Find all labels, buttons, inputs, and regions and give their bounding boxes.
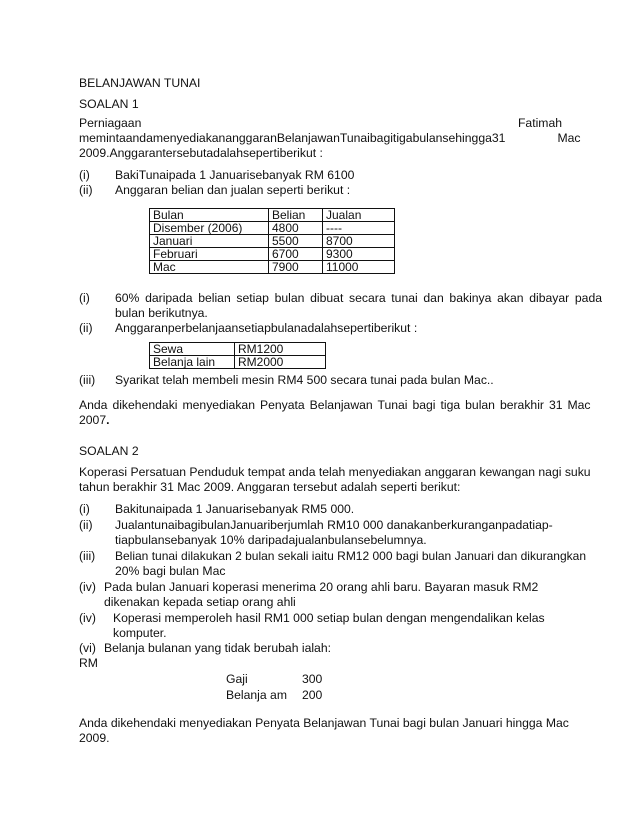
soalan1-item-num: (ii) <box>79 321 93 335</box>
table-cell: 7900 <box>269 261 323 274</box>
table-header-cell: Jualan <box>323 209 395 222</box>
task-year: 2007 <box>79 413 107 427</box>
soalan1-intro-line3: 2009.Anggarantersebutadalahsepertiberikut : <box>79 146 323 160</box>
soalan1-item-text: Anggaranperbelanjaansetiapbulanadalahsepertiberikut : <box>115 321 418 335</box>
soalan2-heading: SOALAN 2 <box>79 444 139 458</box>
rm-label: RM <box>79 656 98 670</box>
table-header-cell: Belian <box>269 209 323 222</box>
expense-label: Belanja am <box>226 688 287 702</box>
table-cell: Disember (2006) <box>150 222 269 235</box>
table-cell: RM2000 <box>235 356 326 369</box>
soalan2-item-text-cont: komputer. <box>113 626 167 640</box>
expense-value: 300 <box>302 672 323 686</box>
soalan2-item-text-cont: tiapbulansebanyak 10% daripadajualanbulansebelumnya. <box>115 533 427 547</box>
table-cell: RM1200 <box>235 343 326 356</box>
soalan1-intro-line1 <box>79 115 562 131</box>
soalan2-item-num: (i) <box>79 502 90 516</box>
document-title: BELANJAWAN TUNAI <box>79 76 201 90</box>
table-cell: ---- <box>323 222 395 235</box>
soalan1-item-num: (iii) <box>79 373 96 387</box>
table-row <box>150 222 395 235</box>
soalan2-item-num: (ii) <box>79 518 93 532</box>
table-row <box>150 235 395 248</box>
table-row <box>150 261 395 274</box>
table-cell: Belanja lain <box>150 356 235 369</box>
table-cell: 4800 <box>269 222 323 235</box>
intro-word-perniagaan: Perniagaan <box>79 116 142 130</box>
soalan1-item-text: Anggaran belian dan jualan seperti berikut : <box>115 183 351 197</box>
intro-word-fatimah: Fatimah <box>517 116 562 130</box>
soalan2-item-text-cont: dikenakan kepada setiap orang ahli <box>104 595 296 609</box>
soalan1-intro-line2 <box>79 130 581 146</box>
soalan1-item-num: (ii) <box>79 183 93 197</box>
table-cell: 6700 <box>269 248 323 261</box>
intro-line2-text: memintaandamenyediakananggaranBelanjawanTunaibagitigabulansehingga <box>79 131 492 145</box>
table-cell: Mac <box>150 261 269 274</box>
table-row <box>150 356 326 369</box>
table-row <box>150 343 326 356</box>
soalan2-item-text: Pada bulan Januari koperasi menerima 20 orang ahli baru. Bayaran masuk RM2 <box>104 580 539 594</box>
soalan1-item-text: Syarikat telah membeli mesin RM4 500 secara tunai pada bulan Mac.. <box>115 373 494 387</box>
soalan1-item-text: BakiTunaipada 1 Januarisebanyak RM 6100 <box>115 168 355 182</box>
soalan1-task-line2 <box>79 412 110 428</box>
table-row <box>150 248 395 261</box>
intro-line2-day: 31 <box>491 131 506 145</box>
table-header-row <box>150 209 395 222</box>
soalan2-intro-line2: tahun berakhir 31 Mac 2009. Anggaran tersebut adalah seperti berikut: <box>79 480 461 494</box>
soalan2-item-text: JualantunaibagibulanJanuariberjumlah RM10 000 danakanberkuranganpadatiap- <box>115 518 553 532</box>
perbelanjaan-table <box>149 342 326 369</box>
soalan2-item-text: Bakitunaipada 1 Januarisebanyak RM5 000. <box>115 502 355 516</box>
expense-label: Gaji <box>226 672 248 686</box>
table-cell: 9300 <box>323 248 395 261</box>
soalan2-intro-line1: Koperasi Persatuan Penduduk tempat anda telah menyediakan anggaran kewangan nagi suku <box>79 465 591 479</box>
soalan1-heading: SOALAN 1 <box>79 97 139 111</box>
table-cell: Februari <box>150 248 269 261</box>
soalan2-item-num: (iii) <box>79 549 96 563</box>
soalan2-item-num: (iv) <box>79 611 96 625</box>
table-cell: Sewa <box>150 343 235 356</box>
soalan2-item-num: (iv) <box>79 580 96 594</box>
soalan1-item-num: (i) <box>79 168 90 182</box>
table-cell: Januari <box>150 235 269 248</box>
soalan2-item-text-cont: 20% bagi bulan Mac <box>115 564 226 578</box>
intro-line2-month: Mac <box>557 131 581 145</box>
table-header-cell: Bulan <box>150 209 269 222</box>
task-period: . <box>106 413 110 427</box>
soalan2-item-num: (vi) <box>79 641 96 655</box>
table-cell: 8700 <box>323 235 395 248</box>
belian-jualan-table <box>149 208 395 274</box>
soalan1-item-text <box>115 290 602 306</box>
soalan2-item-text: Belian tunai dilakukan 2 bulan sekali iaitu RM12 000 bagi bulan Januari dan dikurangkan <box>115 549 586 563</box>
soalan2-task-line1: Anda dikehendaki menyediakan Penyata Belanjawan Tunai bagi bulan Januari hingga Mac <box>79 716 569 730</box>
soalan1-task-line1: Anda dikehendaki menyediakan Penyata Belanjawan Tunai bagi tiga bulan berakhir 31 Mac <box>79 398 591 412</box>
expense-value: 200 <box>302 688 323 702</box>
soalan2-item-text: Koperasi memperoleh hasil RM1 000 setiap bulan dengan mengendalikan kelas <box>113 611 545 625</box>
table-cell: 11000 <box>323 261 395 274</box>
soalan1-item-num: (i) <box>79 291 90 305</box>
soalan1-item-text-cont: bulan berikutnya. <box>115 306 208 320</box>
soalan2-item-text: Belanja bulanan yang tidak berubah ialah: <box>104 641 331 655</box>
soalan2-task-line2: 2009. <box>79 731 110 745</box>
item-text-line: 60% daripada belian setiap bulan dibuat secara tunai dan bakinya akan dibayar pada <box>115 291 602 305</box>
table-cell: 5500 <box>269 235 323 248</box>
